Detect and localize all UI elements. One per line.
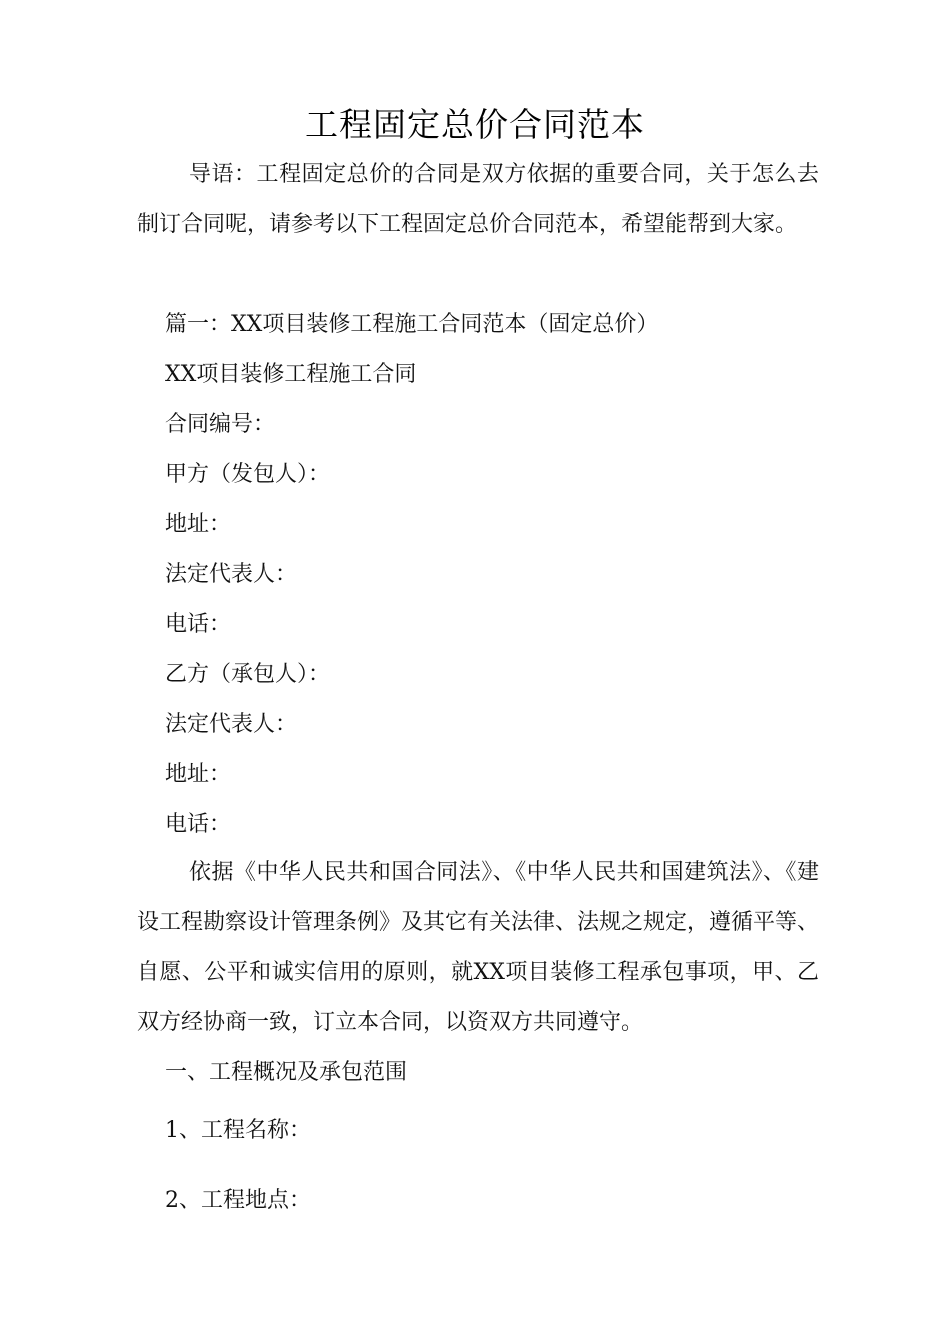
party-b-phone-label: 电话： [165, 812, 232, 837]
item-project-location: 2、工程地点： [165, 1188, 311, 1213]
party-b-address-label: 地址： [165, 762, 232, 787]
section-1-heading: 一、工程概况及承包范围 [165, 1060, 408, 1085]
contract-name: XX项目装修工程施工合同 [165, 362, 417, 387]
intro-paragraph: 导语：工程固定总价的合同是双方依据的重要合同，关于怎么去制订合同呢，请参考以下工程固定总价合同范本，希望能帮到大家。 [137, 162, 819, 237]
party-a-address-label: 地址： [165, 512, 232, 537]
item-project-name: 1、工程名称： [165, 1118, 311, 1143]
party-b-label: 乙方（承包人）： [165, 662, 331, 687]
party-a-representative-label: 法定代表人： [165, 562, 298, 587]
chapter-heading: 篇一：XX项目装修工程施工合同范本（固定总价） [165, 312, 659, 337]
party-b-representative-label: 法定代表人： [165, 712, 298, 737]
document-title: 工程固定总价合同范本 [305, 105, 645, 144]
contract-number-label: 合同编号： [165, 412, 276, 437]
basis-paragraph: 依据《中华人民共和国合同法》、《中华人民共和国建筑法》、《建设工程勘察设计管理条例》及其它有关法律、法规之规定，遵循平等、自愿、公平和诚实信用的原则，就XX项目装修工程承包事项，甲、乙双方经协商一致，订立本合同，以资双方共同遵守。 [137, 860, 820, 1035]
party-a-label: 甲方（发包人）： [165, 462, 331, 487]
party-a-phone-label: 电话： [165, 612, 232, 637]
